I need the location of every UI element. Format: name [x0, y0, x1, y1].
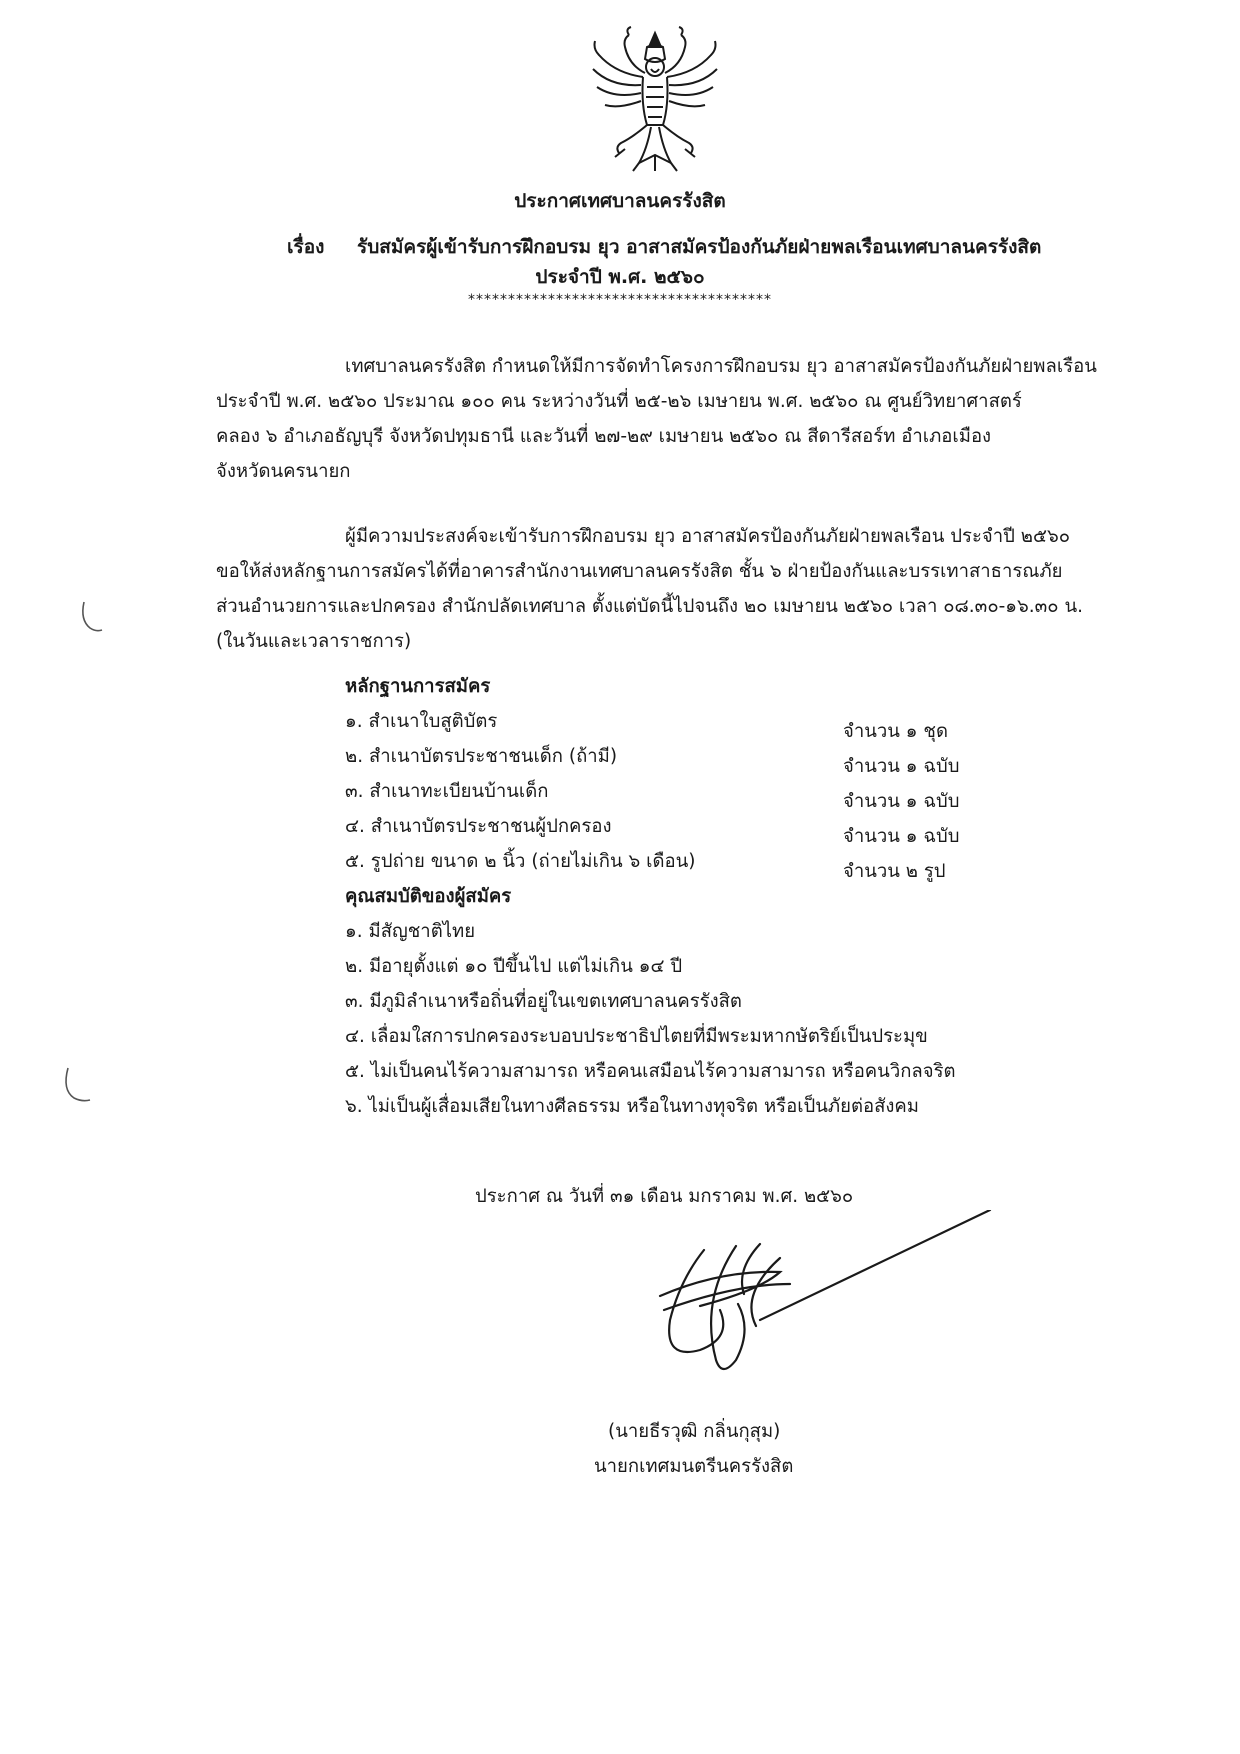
document-item-qty: จำนวน ๑ ฉบับ — [843, 826, 960, 847]
document-item-qty: จำนวน ๒ รูป — [843, 861, 946, 882]
document-item-qty: จำนวน ๑ ฉบับ — [843, 756, 960, 777]
para2-line1: ผู้มีความประสงค์จะเข้ารับการฝึกอบรม ยุว อาสาสมัครป้องกันภัยฝ่ายพลเรือน ประจำปี ๒๕๖๐ — [345, 526, 1070, 547]
header-separator: ************************************** — [468, 292, 772, 308]
qualification-item: ๒. มีอายุตั้งแต่ ๑๐ ปีขึ้นไป แต่ไม่เกิน ๑๔ ปี — [345, 956, 683, 977]
announcement-date: ประกาศ ณ วันที่ ๓๑ เดือน มกราคม พ.ศ. ๒๕๖๐ — [475, 1186, 854, 1207]
qualifications-heading: คุณสมบัติของผู้สมัคร — [345, 886, 512, 907]
para1-line4: จังหวัดนครนายก — [216, 461, 351, 482]
para2-line4: (ในวันและเวลาราชการ) — [216, 631, 412, 652]
subject-text: รับสมัครผู้เข้ารับการฝึกอบรม ยุว อาสาสมัครป้องกันภัยฝ่ายพลเรือนเทศบาลนครรังสิต — [357, 236, 1042, 258]
document-item-label: ๔. สำเนาบัตรประชาชนผู้ปกครอง — [345, 816, 612, 837]
qualification-item: ๕. ไม่เป็นคนไร้ความสามารถ หรือคนเสมือนไร้ความสามารถ หรือคนวิกลจริต — [345, 1061, 956, 1082]
signature — [640, 1210, 1000, 1390]
document-item-qty: จำนวน ๑ ฉบับ — [843, 791, 960, 812]
signer-name: (นายธีรวุฒิ กลิ่นกุสุม) — [608, 1421, 781, 1442]
garuda-emblem — [585, 25, 725, 175]
para1-line3: คลอง ๖ อำเภอธัญบุรี จังหวัดปทุมธานี และวันที่ ๒๗-๒๙ เมษายน ๒๕๖๐ ณ สีดารีสอร์ท อำเภอเมือง — [216, 426, 992, 447]
document-item-label: ๕. รูปถ่าย ขนาด ๒ นิ้ว (ถ่ายไม่เกิน ๖ เดือน) — [345, 851, 696, 872]
para1-line2: ประจำปี พ.ศ. ๒๕๖๐ ประมาณ ๑๐๐ คน ระหว่างวันที่ ๒๕-๒๖ เมษายน พ.ศ. ๒๕๖๐ ณ ศูนย์วิทยาศาสตร์ — [216, 391, 1022, 412]
document-item-qty: จำนวน ๑ ชุด — [843, 721, 948, 742]
year-line: ประจำปี พ.ศ. ๒๕๖๐ — [535, 266, 705, 288]
document-title: ประกาศเทศบาลนครรังสิต — [514, 190, 726, 212]
qualification-item: ๖. ไม่เป็นผู้เสื่อมเสียในทางศีลธรรม หรือในทางทุจริต หรือเป็นภัยต่อสังคม — [345, 1096, 919, 1117]
subject-label: เรื่อง — [287, 236, 325, 258]
qualification-item: ๔. เลื่อมใสการปกครองระบอบประชาธิปไตยที่มีพระมหากษัตริย์เป็นประมุข — [345, 1026, 928, 1047]
para2-line2: ขอให้ส่งหลักฐานการสมัครได้ที่อาคารสำนักงานเทศบาลนครรังสิต ชั้น ๖ ฝ่ายป้องกันและบรรเทาสาธารณภัย — [216, 561, 1063, 582]
scan-mark — [60, 1064, 94, 1112]
documents-heading: หลักฐานการสมัคร — [345, 676, 491, 697]
signer-title: นายกเทศมนตรีนครรังสิต — [594, 1456, 794, 1477]
document-item-label: ๒. สำเนาบัตรประชาชนเด็ก (ถ้ามี) — [345, 746, 618, 767]
document-item-label: ๑. สำเนาใบสูติบัตร — [345, 711, 498, 732]
qualification-item: ๑. มีสัญชาติไทย — [345, 921, 476, 942]
qualification-item: ๓. มีภูมิลำเนาหรือถิ่นที่อยู่ในเขตเทศบาลนครรังสิต — [345, 991, 742, 1012]
para1-line1: เทศบาลนครรังสิต กำหนดให้มีการจัดทำโครงการฝึกอบรม ยุว อาสาสมัครป้องกันภัยฝ่ายพลเรือน — [345, 356, 1097, 377]
document-item-label: ๓. สำเนาทะเบียนบ้านเด็ก — [345, 781, 549, 802]
para2-line3: ส่วนอำนวยการและปกครอง สำนักปลัดเทศบาล ตั้งแต่บัดนี้ไปจนถึง ๒๐ เมษายน ๒๕๖๐ เวลา ๐๘.๓๐-๑๖.๓๐ น. — [216, 596, 1084, 617]
scan-mark — [76, 598, 106, 642]
